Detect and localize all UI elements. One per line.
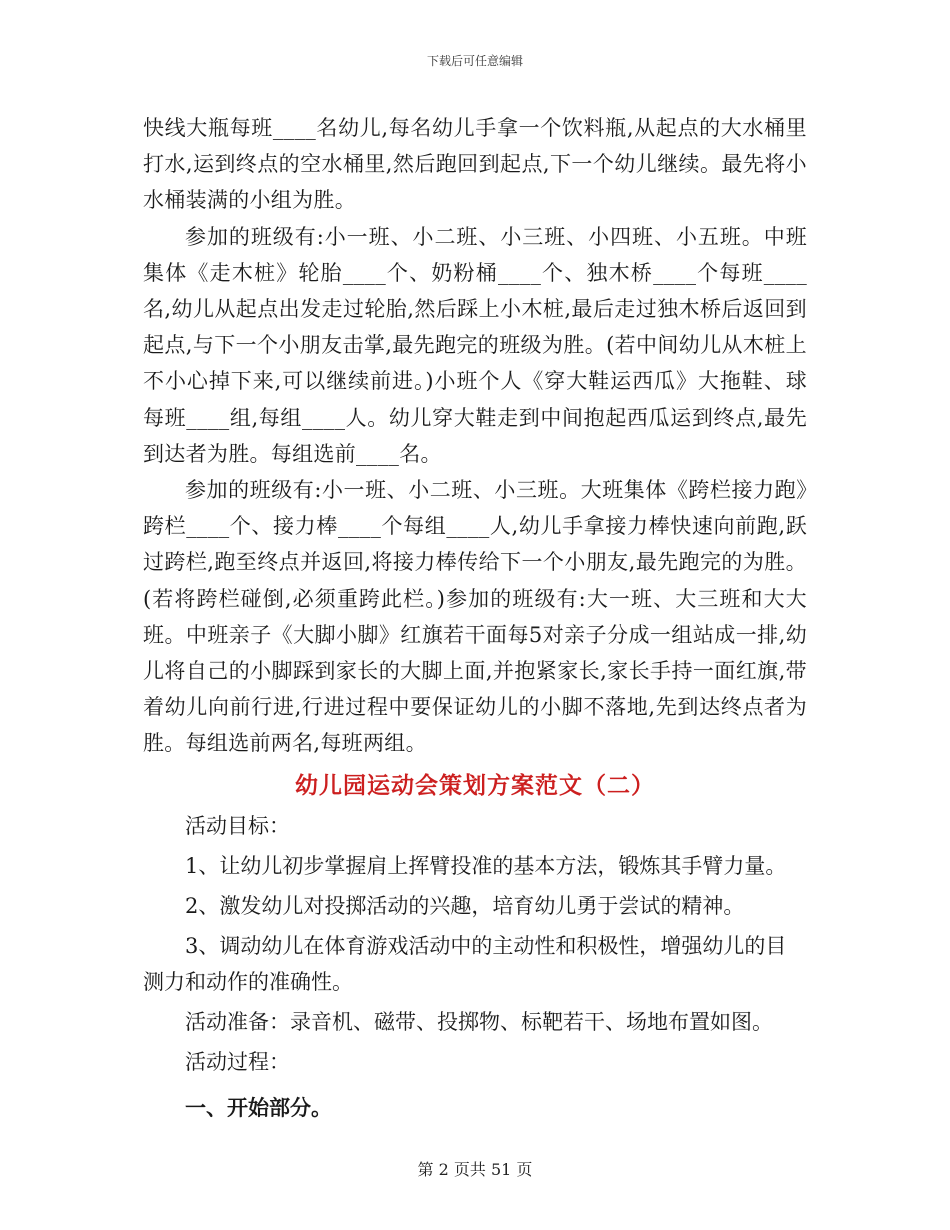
page-footer: 第 2 页共 51 页 [417, 1160, 533, 1179]
goal-item-2: 2、激发幼儿对投掷活动的兴趣，培育幼儿勇于尝试的精神。 [185, 893, 745, 918]
activity-plan [143, 806, 807, 1128]
part-one-heading: 一、开始部分。 [185, 1094, 332, 1120]
activity-preparation: 活动准备：录音机、磁带、投掷物、标靶若干、场地布置如图。 [185, 1009, 773, 1034]
goal-label: 活动目标： [185, 813, 290, 838]
document-body [143, 110, 807, 1128]
page-header: 下载后可任意编辑 [426, 54, 523, 68]
paragraph-2: 参加的班级有:小一班、小二班、小三班、小四班、小五班。中班集体《走木桩》轮胎____个、奶粉桶____个、独木桥____个每班____名,幼儿从起点出发走过轮胎,然后踩上小木桩,最后走过独木桥后返回到起点,与下一个小朋友击掌,最先跑完的班级为胜。(若中间幼儿从木桩上不小心掉下来,可以继续前进。)小班个人《穿大鞋运西瓜》大拖鞋、球每班____组,每组____人。幼儿穿大鞋走到中间抱起西瓜运到终点,最先到达者为胜。每组选前____名。 [143, 224, 807, 466]
paragraph-1: 快线大瓶每班____名幼儿,每名幼儿手拿一个饮料瓶,从起点的大水桶里打水,运到终点的空水桶里,然后跑回到起点,下一个幼儿继续。最先将小水桶装满的小组为胜。 [143, 116, 807, 213]
section-title: 幼儿园运动会策划方案范文（二） [295, 771, 655, 799]
goal-item-3: 3、调动幼儿在体育游戏活动中的主动性和积极性，增强幼儿的目测力和动作的准确性。 [143, 933, 787, 994]
paragraph-3: 参加的班级有:小一班、小二班、小三班。大班集体《跨栏接力跑》跨栏____个、接力棒____个每组____人,幼儿手拿接力棒快速向前跑,跃过跨栏,跑至终点并返回,将接力棒传给下一个小朋友,最先跑完的为胜。(若将跨栏碰倒,必须重跨此栏。)参加的班级有:大一班、大三班和大大班。中班亲子《大脚小脚》红旗若干面每5对亲子分成一组站成一排,幼儿将自己的小脚踩到家长的大脚上面,并抱紧家长,家长手持一面红旗,带着幼儿向前行进,行进过程中要保证幼儿的小脚不落地,先到达终点者为胜。每组选前两名,每班两组。 [143, 478, 807, 756]
activity-process-label: 活动过程： [185, 1049, 290, 1074]
goal-item-1: 1、让幼儿初步掌握肩上挥臂投准的基本方法，锻炼其手臂力量。 [185, 853, 787, 878]
